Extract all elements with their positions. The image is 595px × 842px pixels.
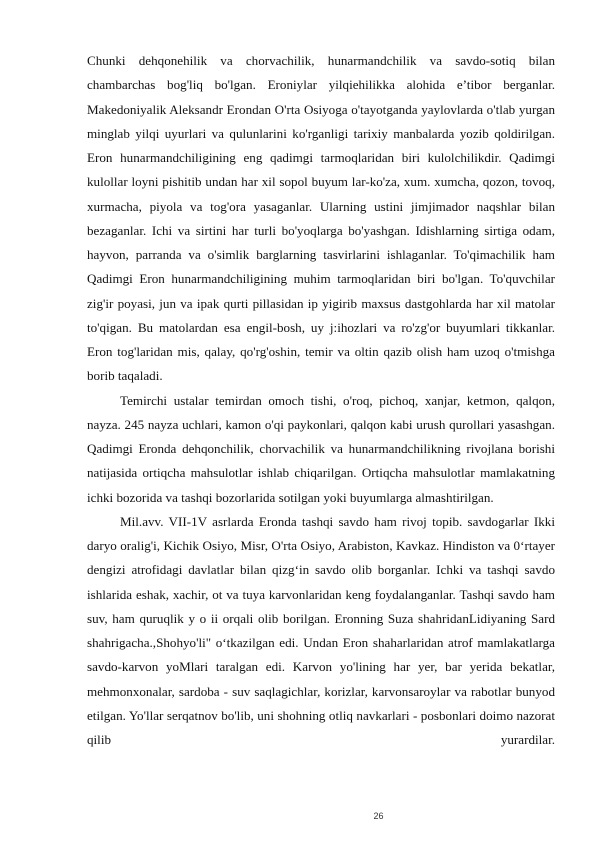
paragraph-2: Temirchi ustalar temirdan omoch tishi, o'roq, pichoq, xanjar, ketmon, qalqon, nayza. 245 nayza uchlari, kamon o'qi paykonlari, qalqon kabi urush qurollari yasashgan. Qadimgi Eronda dehqonchilik, chorvachilik va hunarmandchilikning rivojlana borishi natijasida ortiqcha mahsulotlar ishlab chiqarilgan. Ortiqcha mahsulotlar mamlakatning ichki bozorida va tashqi bozorlarida sotilgan yoki buyumlarga almashtirilgan. <box>87 392 555 505</box>
document-body <box>87 49 555 752</box>
paragraph-3: Mil.avv. VII-1V asrlarda Eronda tashqi savdo ham rivoj topib. savdogarlar Ikki daryo oralig'i, Kichik Osiyo, Misr, O'rta Osiyo, Arabiston, Kavkaz. Hindiston va 0‘rtayer dengizi atrofidagi davlatlar bilan qizg‘in savdo olib borganlar. Ichki va tashqi savdo ishlarida eshak, xachir, ot va tuya karvonlaridan keng foydalanganlar. Tashqi savdo ham suv, ham quruqlik y o ii orqali olib borilgan. Eronning Suza shahridanLidiyaning Sard shahrigacha.,Shohyo'li" o‘tkazilgan edi. Undan Eron shaharlaridan atrof mamlakatlarga savdo-karvon yoMlari taralgan edi. Karvon yo'lining har yer, bar yerida bekatlar, mehmonxonalar, sardoba - suv saqlagichlar, korizlar, karvonsaroylar va rabotlar bunyod etilgan. Yo'llar serqatnov bo'lib, uni shohning otliq navkarlari - posbonlari doimo nazorat qilib yurardilar. <box>87 513 555 747</box>
page-number: 26 <box>373 811 384 821</box>
paragraph-1: Chunki dehqonehilik va chorvachilik, hunarmandchilik va savdo-sotiq bilan chambarchas bog'liq bo'lgan. Eroniylar yilqiehilikka alohida e’tibor berganlar. Makedoniyalik Aleksandr Erondan O'rta Osiyoga o'tayotganda yaylovlarda o'tlab yurgan minglab yilqi uyurlari va qulunlarini ko'rganligi tarixiy manbalarda yozib qoldirilgan. Eron hunarmandchiligining eng qadimgi tarmoqlaridan biri kulolchilikdir. Qadimgi kulollar loyni pishitib undan har xil sopol buyum lar-ko'za, xum. xumcha, qozon, tovoq, xurmacha, piyola va tog'ora yasaganlar. Ularning ustini jimjimador naqshlar bilan bezaganlar. Ichi va sirtini har turli bo'yoqlarga bo'yashgan. Idishlarning sirtiga odam, hayvon, parranda va o'simlik barglarning tasvirlarini ishlaganlar. To'qimachilik ham Qadimgi Eron hunarmandchiligining muhim tarmoqlaridan biri bo'lgan. To'quvchilar zig'ir poyasi, jun va ipak qurti pillasidan ip yigirib maxsus dastgohlarda har xil matolar to'qigan. Bu matolardan esa engil-bosh, uy j:ihozlari va ro'zg'or buyumlari tikkanlar. Eron tog'laridan mis, qalay, qo'rg'oshin, temir va oltin qazib olish ham uzoq o'tmishga borib taqaladi. <box>87 53 555 384</box>
